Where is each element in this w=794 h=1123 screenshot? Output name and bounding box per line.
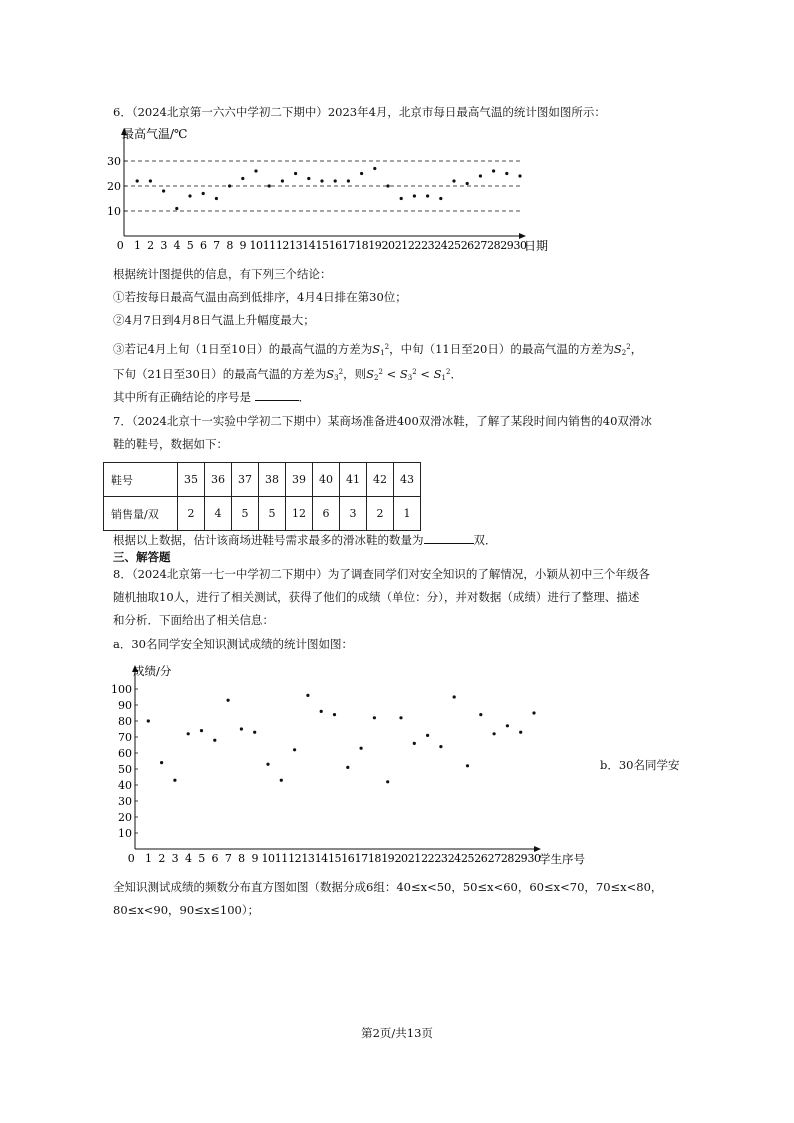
y-tick-label: 50 [118,763,132,776]
q8-continuation-1: 全知识测试成绩的频数分布直方图如图（数据分成6组：40≤x<50，50≤x<60，60≤x<70，70≤x<80， [113,880,663,894]
data-point [162,189,165,192]
data-point [439,745,442,748]
data-point [426,734,429,737]
x-tick-label: 22 [407,239,421,252]
x-tick-label: 28 [500,852,514,865]
x-tick-label: 13 [301,852,315,865]
y-tick-label: 30 [118,795,132,808]
x-tick-label: 10 [261,852,275,865]
data-point [466,764,469,767]
data-point [360,172,363,175]
y-tick-label: 20 [107,180,121,193]
q7-ask: 根据以上数据，估计该商场进鞋号需求最多的滑冰鞋的数量为 双． [113,533,497,547]
shoe-size-table [103,462,421,531]
data-point [136,179,139,182]
data-point [453,695,456,698]
data-point [188,194,191,197]
cell-sales: 5 [259,497,286,531]
x-tick-label: 27 [473,239,487,252]
cell-sales: 5 [232,497,259,531]
table-row-sizes [104,463,421,497]
cell-size: 43 [394,463,421,497]
data-point [333,713,336,716]
y-tick-label: 100 [111,683,132,696]
data-point [173,779,176,782]
y-tick-label: 10 [107,205,121,218]
x-tick-label: 12 [288,852,302,865]
row-label-size: 鞋号 [104,463,178,497]
x-tick-label: 3 [160,239,167,252]
x-tick-label: 3 [171,852,179,865]
x-tick-label: 10 [249,239,263,252]
x-tick-label: 7 [213,239,220,252]
data-point [160,761,163,764]
x-tick-label: 24 [434,239,448,252]
x-tick-label: 20 [381,239,395,252]
x-tick-label: 30 [513,239,527,252]
data-point [241,177,244,180]
data-point [187,732,190,735]
x-tick-label: 23 [434,852,448,865]
data-point [492,169,495,172]
data-point [175,207,178,210]
y-axis-title: 成绩/分 [133,664,172,678]
cell-sales: 1 [394,497,421,531]
q8-part-b: b．30名同学安 [600,758,680,772]
x-axis-title: 学生序号 [539,852,585,866]
data-point [334,179,337,182]
x-tick-label: 19 [368,239,382,252]
x-tick-label: 21 [394,239,408,252]
data-point [373,167,376,170]
cell-size: 42 [367,463,394,497]
x-tick-label: 1 [145,852,152,865]
data-point [413,194,416,197]
cell-sales: 3 [340,497,367,531]
cell-sales: 12 [286,497,313,531]
cell-size: 35 [178,463,205,497]
x-tick-label: 4 [173,239,181,252]
data-point [400,197,403,200]
x-tick-label: 16 [328,239,342,252]
y-tick-label: 60 [118,747,132,760]
data-point [240,727,243,730]
data-point [215,197,218,200]
q6-conclusion-2: ②4月7日到4月8日气温上升幅度最大； [113,313,315,327]
x-tick-label: 16 [341,852,355,865]
q6-conclusion-1: ①若按每日最高气温由高到低排序，4月4日排在第30位； [113,290,407,304]
q6-stem: 6．（2024北京第一六六中学初二下期中）2023年4月，北京市每日最高气温的统计图如图所示： [113,105,606,119]
data-point [466,182,469,185]
x-tick-label: 2 [147,239,154,252]
table-row-sales [104,497,421,531]
data-point [479,174,482,177]
data-point [149,179,152,182]
q7-stem-line2: 鞋的鞋号，数据如下： [113,437,228,451]
x-tick-label: 15 [315,239,329,252]
q8-continuation-2: 80≤x<90，90≤x≤100）； [113,903,260,917]
data-point [360,747,363,750]
x-tick-label: 15 [328,852,341,865]
x-tick-label: 20 [394,852,408,865]
data-point [506,724,509,727]
data-point [373,716,376,719]
data-point [493,732,496,735]
x-tick-label: 0 [127,852,135,865]
x-tick-label: 26 [460,239,474,252]
data-point [519,731,522,734]
y-axis-title: 最高气温/℃ [122,127,188,141]
x-tick-label: 25 [447,239,461,252]
q7-stem-line1: 7．（2024北京十一实验中学初二下期中）某商场准备进400双滑冰鞋，了解了某段时间内销售的40双滑冰 [113,414,652,428]
data-point [202,192,205,195]
q8-line2: 随机抽取10人，进行了相关测试，获得了他们的成绩（单位：分），并对数据（成绩）进行了整理、描述 [113,590,640,604]
data-point [306,694,309,697]
data-point [386,184,389,187]
data-point [280,779,283,782]
data-point [386,780,389,783]
x-tick-label: 22 [421,852,435,865]
temperature-chart [107,124,550,260]
x-tick-label: 9 [251,852,258,865]
row-label-sales: 销售量/双 [104,497,178,531]
x-tick-label: 23 [421,239,435,252]
data-point [426,194,429,197]
section-heading: 三、解答题 [113,550,171,564]
x-tick-label: 0 [116,239,124,252]
y-tick-label: 20 [118,811,132,824]
y-tick-label: 90 [118,699,132,712]
x-tick-label: 25 [461,852,474,865]
q8-line1: 8．（2024北京第一七一中学初二下期中）为了调查同学们对安全知识的了解情况，小颖从初中三个年级各 [113,567,650,581]
data-point [399,716,402,719]
score-chart [108,657,598,871]
x-tick-label: 5 [198,852,205,865]
x-tick-label: 1 [133,239,141,252]
data-point [479,713,482,716]
x-tick-label: 18 [367,852,381,865]
data-point [320,710,323,713]
data-point [268,184,271,187]
x-tick-label: 11 [262,239,276,252]
cell-size: 40 [313,463,340,497]
data-point [346,766,349,769]
x-tick-label: 5 [186,239,194,252]
x-tick-label: 29 [514,852,528,865]
q6-conclusion-3-line2: 下旬（21日至30日）的最高气温的方差为$S_3^2$，则$S_2^2 < S_3^2 < S_1^2$． [113,367,462,382]
x-tick-label: 17 [341,239,355,252]
q6-lead: 根据统计图提供的信息，有下列三个结论： [113,267,332,281]
y-tick-label: 30 [107,155,121,168]
data-point [320,179,323,182]
x-axis-title: 日期 [524,239,549,253]
data-point [281,179,284,182]
cell-sales: 2 [178,497,205,531]
cell-size: 36 [205,463,232,497]
x-tick-label: 13 [289,239,303,252]
data-point [518,174,521,177]
q8-part-a: a．30名同学安全知识测试成绩的统计图如图： [113,637,353,651]
x-tick-label: 8 [226,239,233,252]
data-point [266,763,269,766]
q6-answer-blank[interactable] [255,389,299,401]
data-point [254,169,257,172]
data-point [452,179,455,182]
x-tick-label: 6 [199,239,207,252]
cell-size: 37 [232,463,259,497]
x-tick-label: 14 [314,852,328,865]
x-tick-label: 11 [274,852,288,865]
x-tick-label: 18 [355,239,369,252]
y-tick-label: 70 [118,731,132,744]
x-tick-label: 9 [239,239,247,252]
x-tick-label: 30 [527,852,541,865]
data-point [293,748,296,751]
x-tick-label: 29 [500,239,514,252]
q8-line3: 和分析．下面给出了相关信息： [113,613,274,627]
cell-size: 39 [286,463,313,497]
data-point [147,719,150,722]
data-point [347,179,350,182]
q7-answer-blank[interactable] [424,532,474,544]
data-point [307,177,310,180]
cell-sales: 4 [205,497,232,531]
data-point [532,711,535,714]
data-point [505,172,508,175]
y-tick-label: 40 [118,779,132,792]
x-tick-label: 28 [487,239,501,252]
x-tick-label: 24 [447,852,461,865]
x-tick-label: 2 [158,852,165,865]
q6-conclusion-3-line1: ③若记4月上旬（1日至10日）的最高气温的方差为$S_1^2$，中旬（11日至20日）的最高气温的方差为$S_2^2$， [113,342,643,357]
cell-sales: 2 [367,497,394,531]
x-tick-label: 8 [238,852,245,865]
cell-size: 41 [340,463,367,497]
x-tick-label: 19 [381,852,395,865]
x-tick-label: 27 [487,852,501,865]
data-point [294,172,297,175]
x-tick-label: 14 [302,239,316,252]
y-tick-label: 10 [118,827,132,840]
cell-size: 38 [259,463,286,497]
data-point [439,197,442,200]
x-tick-label: 17 [354,852,368,865]
q6-ask: 其中所有正确结论的序号是 ． [113,390,311,404]
y-tick-label: 80 [118,715,132,728]
x-tick-label: 7 [224,852,232,865]
x-tick-label: 21 [407,852,421,865]
data-point [227,699,230,702]
data-point [228,184,231,187]
page-footer: 第2页/共13页 [361,1026,433,1040]
data-point [413,742,416,745]
x-tick-label: 26 [474,852,488,865]
data-point [200,729,203,732]
x-tick-label: 4 [184,852,192,865]
x-tick-label: 12 [275,239,289,252]
data-point [253,731,256,734]
x-tick-label: 6 [211,852,219,865]
data-point [213,739,216,742]
cell-sales: 6 [313,497,340,531]
